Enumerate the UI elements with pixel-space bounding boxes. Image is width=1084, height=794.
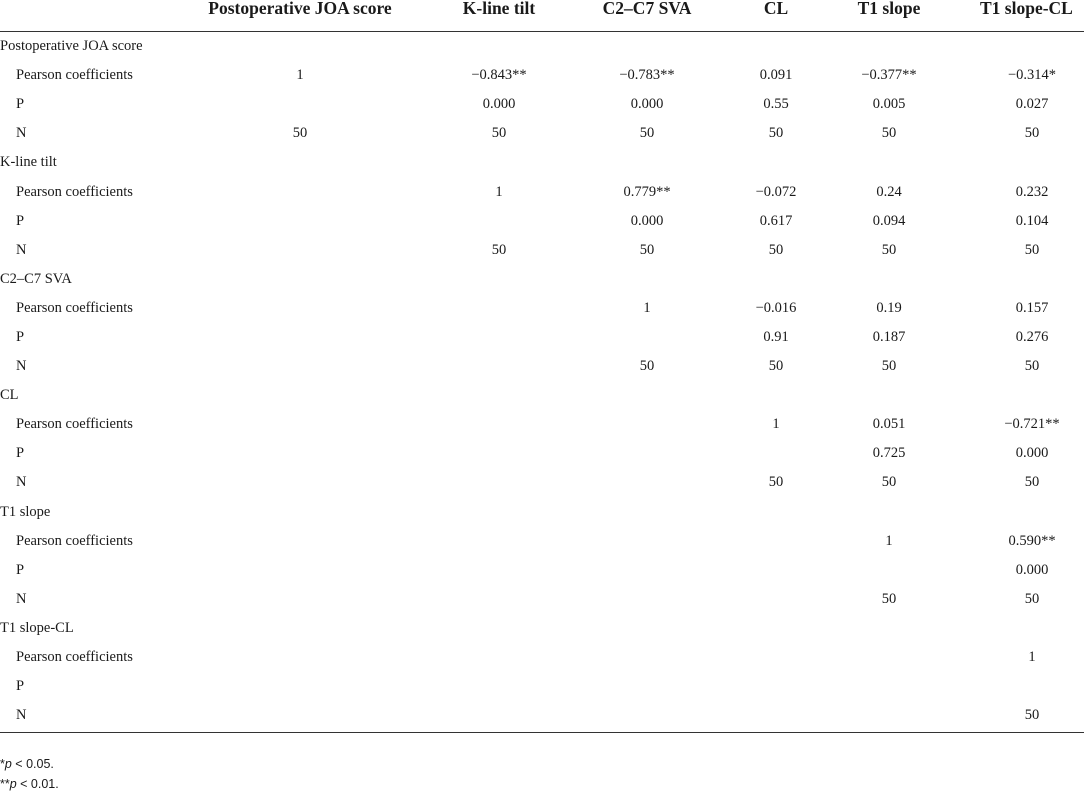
table-row bbox=[0, 294, 1084, 323]
table-row bbox=[0, 585, 1084, 614]
row-label: Pearson coefficients bbox=[16, 67, 133, 84]
table-row bbox=[0, 236, 1084, 265]
table-cell bbox=[418, 323, 580, 352]
table-cell: 50 bbox=[881, 474, 897, 491]
table-cell: 50 bbox=[491, 241, 507, 258]
group-label: K-line tilt bbox=[0, 154, 57, 171]
row-label: N bbox=[16, 125, 27, 142]
table-cell bbox=[200, 468, 400, 497]
row-label: P bbox=[16, 445, 25, 462]
table-row bbox=[0, 439, 1084, 468]
row-label: Pearson coefficients bbox=[16, 416, 133, 433]
header-cell-kline: K-line tilt bbox=[462, 0, 536, 18]
table-row bbox=[0, 61, 1084, 90]
table-cell bbox=[418, 672, 580, 701]
table-cell: −0.783** bbox=[619, 67, 675, 84]
group-label: Postoperative JOA score bbox=[0, 38, 143, 55]
row-label: P bbox=[16, 561, 25, 578]
header-cell-t1slope-cl: T1 slope-CL bbox=[980, 0, 1073, 18]
table-cell: 0.005 bbox=[872, 96, 906, 113]
table-cell: 1 bbox=[1028, 649, 1036, 666]
group-label: T1 slope bbox=[0, 503, 51, 520]
table-cell: 0.779** bbox=[623, 183, 671, 200]
table-cell bbox=[200, 643, 400, 672]
row-label: P bbox=[16, 328, 25, 345]
table-cell: 0.000 bbox=[630, 212, 664, 229]
table-cell: 0.027 bbox=[1015, 96, 1049, 113]
table-cell bbox=[200, 585, 400, 614]
table-row bbox=[0, 323, 1084, 352]
table-cell: 0.24 bbox=[876, 183, 902, 200]
table-cell bbox=[200, 207, 400, 236]
table-cell bbox=[578, 527, 716, 556]
table-cell bbox=[200, 410, 400, 439]
table-cell: 50 bbox=[768, 474, 784, 491]
table-cell: −0.843** bbox=[471, 67, 527, 84]
table-cell: 50 bbox=[1024, 590, 1040, 607]
header-cell-cl: CL bbox=[763, 0, 789, 18]
table-cell bbox=[200, 701, 400, 730]
table-cell: 1 bbox=[772, 416, 780, 433]
group-label-row bbox=[0, 32, 1084, 61]
table-cell bbox=[578, 410, 716, 439]
footnotes bbox=[0, 754, 59, 794]
table-cell bbox=[716, 585, 836, 614]
table-cell bbox=[578, 439, 716, 468]
table-cell bbox=[962, 672, 1084, 701]
group-label-row bbox=[0, 148, 1084, 177]
table-cell: 50 bbox=[1024, 358, 1040, 375]
table-cell: 0.276 bbox=[1015, 328, 1049, 345]
table-cell bbox=[418, 410, 580, 439]
table-cell: 50 bbox=[881, 241, 897, 258]
table-cell: 1 bbox=[296, 67, 304, 84]
table-cell: 1 bbox=[643, 299, 651, 316]
table-row bbox=[0, 672, 1084, 701]
row-label: N bbox=[16, 590, 27, 607]
table-cell bbox=[716, 527, 836, 556]
table-cell bbox=[578, 643, 716, 672]
table-cell bbox=[418, 294, 580, 323]
table-cell bbox=[418, 701, 580, 730]
table-cell bbox=[716, 643, 836, 672]
group-label: CL bbox=[0, 387, 19, 404]
table-cell: 50 bbox=[639, 358, 655, 375]
table-cell bbox=[418, 352, 580, 381]
row-label: N bbox=[16, 241, 27, 258]
header-cell-sva: C2–C7 SVA bbox=[602, 0, 692, 18]
table-cell: −0.314* bbox=[1007, 67, 1057, 84]
table-cell: −0.377** bbox=[861, 67, 917, 84]
table-row bbox=[0, 177, 1084, 206]
table-cell: 0.051 bbox=[872, 416, 906, 433]
table-cell: 50 bbox=[491, 125, 507, 142]
group-label: C2–C7 SVA bbox=[0, 270, 72, 287]
table-row bbox=[0, 352, 1084, 381]
table-cell: 50 bbox=[1024, 474, 1040, 491]
table-cell bbox=[418, 527, 580, 556]
table-cell: 50 bbox=[768, 125, 784, 142]
table-header-row bbox=[0, 0, 1084, 31]
row-label: Pearson coefficients bbox=[16, 532, 133, 549]
table-cell bbox=[578, 672, 716, 701]
table-cell: 50 bbox=[881, 358, 897, 375]
table-cell: 0.232 bbox=[1015, 183, 1049, 200]
table-cell bbox=[716, 672, 836, 701]
table-cell: 50 bbox=[768, 241, 784, 258]
row-label: Pearson coefficients bbox=[16, 649, 133, 666]
table-cell: 0.157 bbox=[1015, 299, 1049, 316]
footnote-1: *p < 0.05. bbox=[0, 757, 54, 771]
footnote-2: **p < 0.01. bbox=[0, 777, 59, 791]
table-cell bbox=[826, 672, 952, 701]
table-row bbox=[0, 207, 1084, 236]
table-body bbox=[0, 32, 1084, 730]
table-cell: 50 bbox=[639, 241, 655, 258]
table-cell bbox=[826, 556, 952, 585]
table-row bbox=[0, 410, 1084, 439]
table-cell bbox=[200, 177, 400, 206]
table-cell bbox=[200, 352, 400, 381]
table-cell bbox=[200, 236, 400, 265]
row-label: Pearson coefficients bbox=[16, 299, 133, 316]
bottom-rule bbox=[0, 732, 1084, 733]
table-cell: 0.091 bbox=[759, 67, 793, 84]
table-row bbox=[0, 643, 1084, 672]
table-cell: 0.91 bbox=[763, 328, 789, 345]
table-cell: 1 bbox=[885, 532, 893, 549]
table-cell: 50 bbox=[292, 125, 308, 142]
table-cell bbox=[578, 323, 716, 352]
table-cell: −0.721** bbox=[1004, 416, 1060, 433]
row-label: N bbox=[16, 707, 27, 724]
table-cell: 50 bbox=[1024, 241, 1040, 258]
table-cell: 0.617 bbox=[759, 212, 793, 229]
row-label: N bbox=[16, 474, 27, 491]
header-cell-t1slope: T1 slope bbox=[857, 0, 921, 18]
table-cell: 0.094 bbox=[872, 212, 906, 229]
table-cell bbox=[418, 207, 580, 236]
group-label-row bbox=[0, 614, 1084, 643]
table-cell bbox=[578, 585, 716, 614]
table-cell: 50 bbox=[768, 358, 784, 375]
group-label-row bbox=[0, 265, 1084, 294]
table-row bbox=[0, 527, 1084, 556]
table-cell bbox=[418, 643, 580, 672]
table-row bbox=[0, 119, 1084, 148]
header-cell-joa: Postoperative JOA score bbox=[208, 0, 392, 18]
table-cell: 0.000 bbox=[482, 96, 516, 113]
table-cell: 1 bbox=[495, 183, 503, 200]
table-cell: 50 bbox=[881, 125, 897, 142]
table-cell bbox=[200, 439, 400, 468]
row-label: P bbox=[16, 678, 25, 695]
table-cell bbox=[418, 439, 580, 468]
table-cell: −0.072 bbox=[755, 183, 797, 200]
table-cell bbox=[200, 294, 400, 323]
table-cell: 0.000 bbox=[1015, 561, 1049, 578]
table-cell: 0.000 bbox=[630, 96, 664, 113]
table-cell: 50 bbox=[639, 125, 655, 142]
table-cell: 0.725 bbox=[872, 445, 906, 462]
table-cell: 0.187 bbox=[872, 328, 906, 345]
table-cell bbox=[200, 672, 400, 701]
row-label: N bbox=[16, 358, 27, 375]
group-label-row bbox=[0, 498, 1084, 527]
table-cell bbox=[578, 468, 716, 497]
row-label: Pearson coefficients bbox=[16, 183, 133, 200]
table-cell bbox=[578, 701, 716, 730]
table-cell: 0.590** bbox=[1008, 532, 1056, 549]
table-cell bbox=[200, 556, 400, 585]
group-label: T1 slope-CL bbox=[0, 619, 74, 636]
table-row bbox=[0, 701, 1084, 730]
table-cell: 0.104 bbox=[1015, 212, 1049, 229]
table-cell bbox=[578, 556, 716, 585]
table-cell: 50 bbox=[881, 590, 897, 607]
group-label-row bbox=[0, 381, 1084, 410]
table-cell: 50 bbox=[1024, 125, 1040, 142]
table-cell bbox=[200, 527, 400, 556]
table-row bbox=[0, 468, 1084, 497]
table-cell bbox=[716, 556, 836, 585]
table-cell bbox=[826, 643, 952, 672]
table-cell bbox=[826, 701, 952, 730]
table-cell: 0.55 bbox=[763, 96, 789, 113]
table-cell bbox=[200, 90, 400, 119]
table-row bbox=[0, 90, 1084, 119]
table-cell bbox=[418, 585, 580, 614]
table-cell bbox=[418, 468, 580, 497]
table-cell: 0.000 bbox=[1015, 445, 1049, 462]
table-cell bbox=[200, 323, 400, 352]
table-row bbox=[0, 556, 1084, 585]
table-cell: 50 bbox=[1024, 707, 1040, 724]
table-cell: −0.016 bbox=[755, 299, 797, 316]
table-cell bbox=[418, 556, 580, 585]
table-cell bbox=[716, 439, 836, 468]
table-cell bbox=[716, 701, 836, 730]
row-label: P bbox=[16, 96, 25, 113]
row-label: P bbox=[16, 212, 25, 229]
table-cell: 0.19 bbox=[876, 299, 902, 316]
